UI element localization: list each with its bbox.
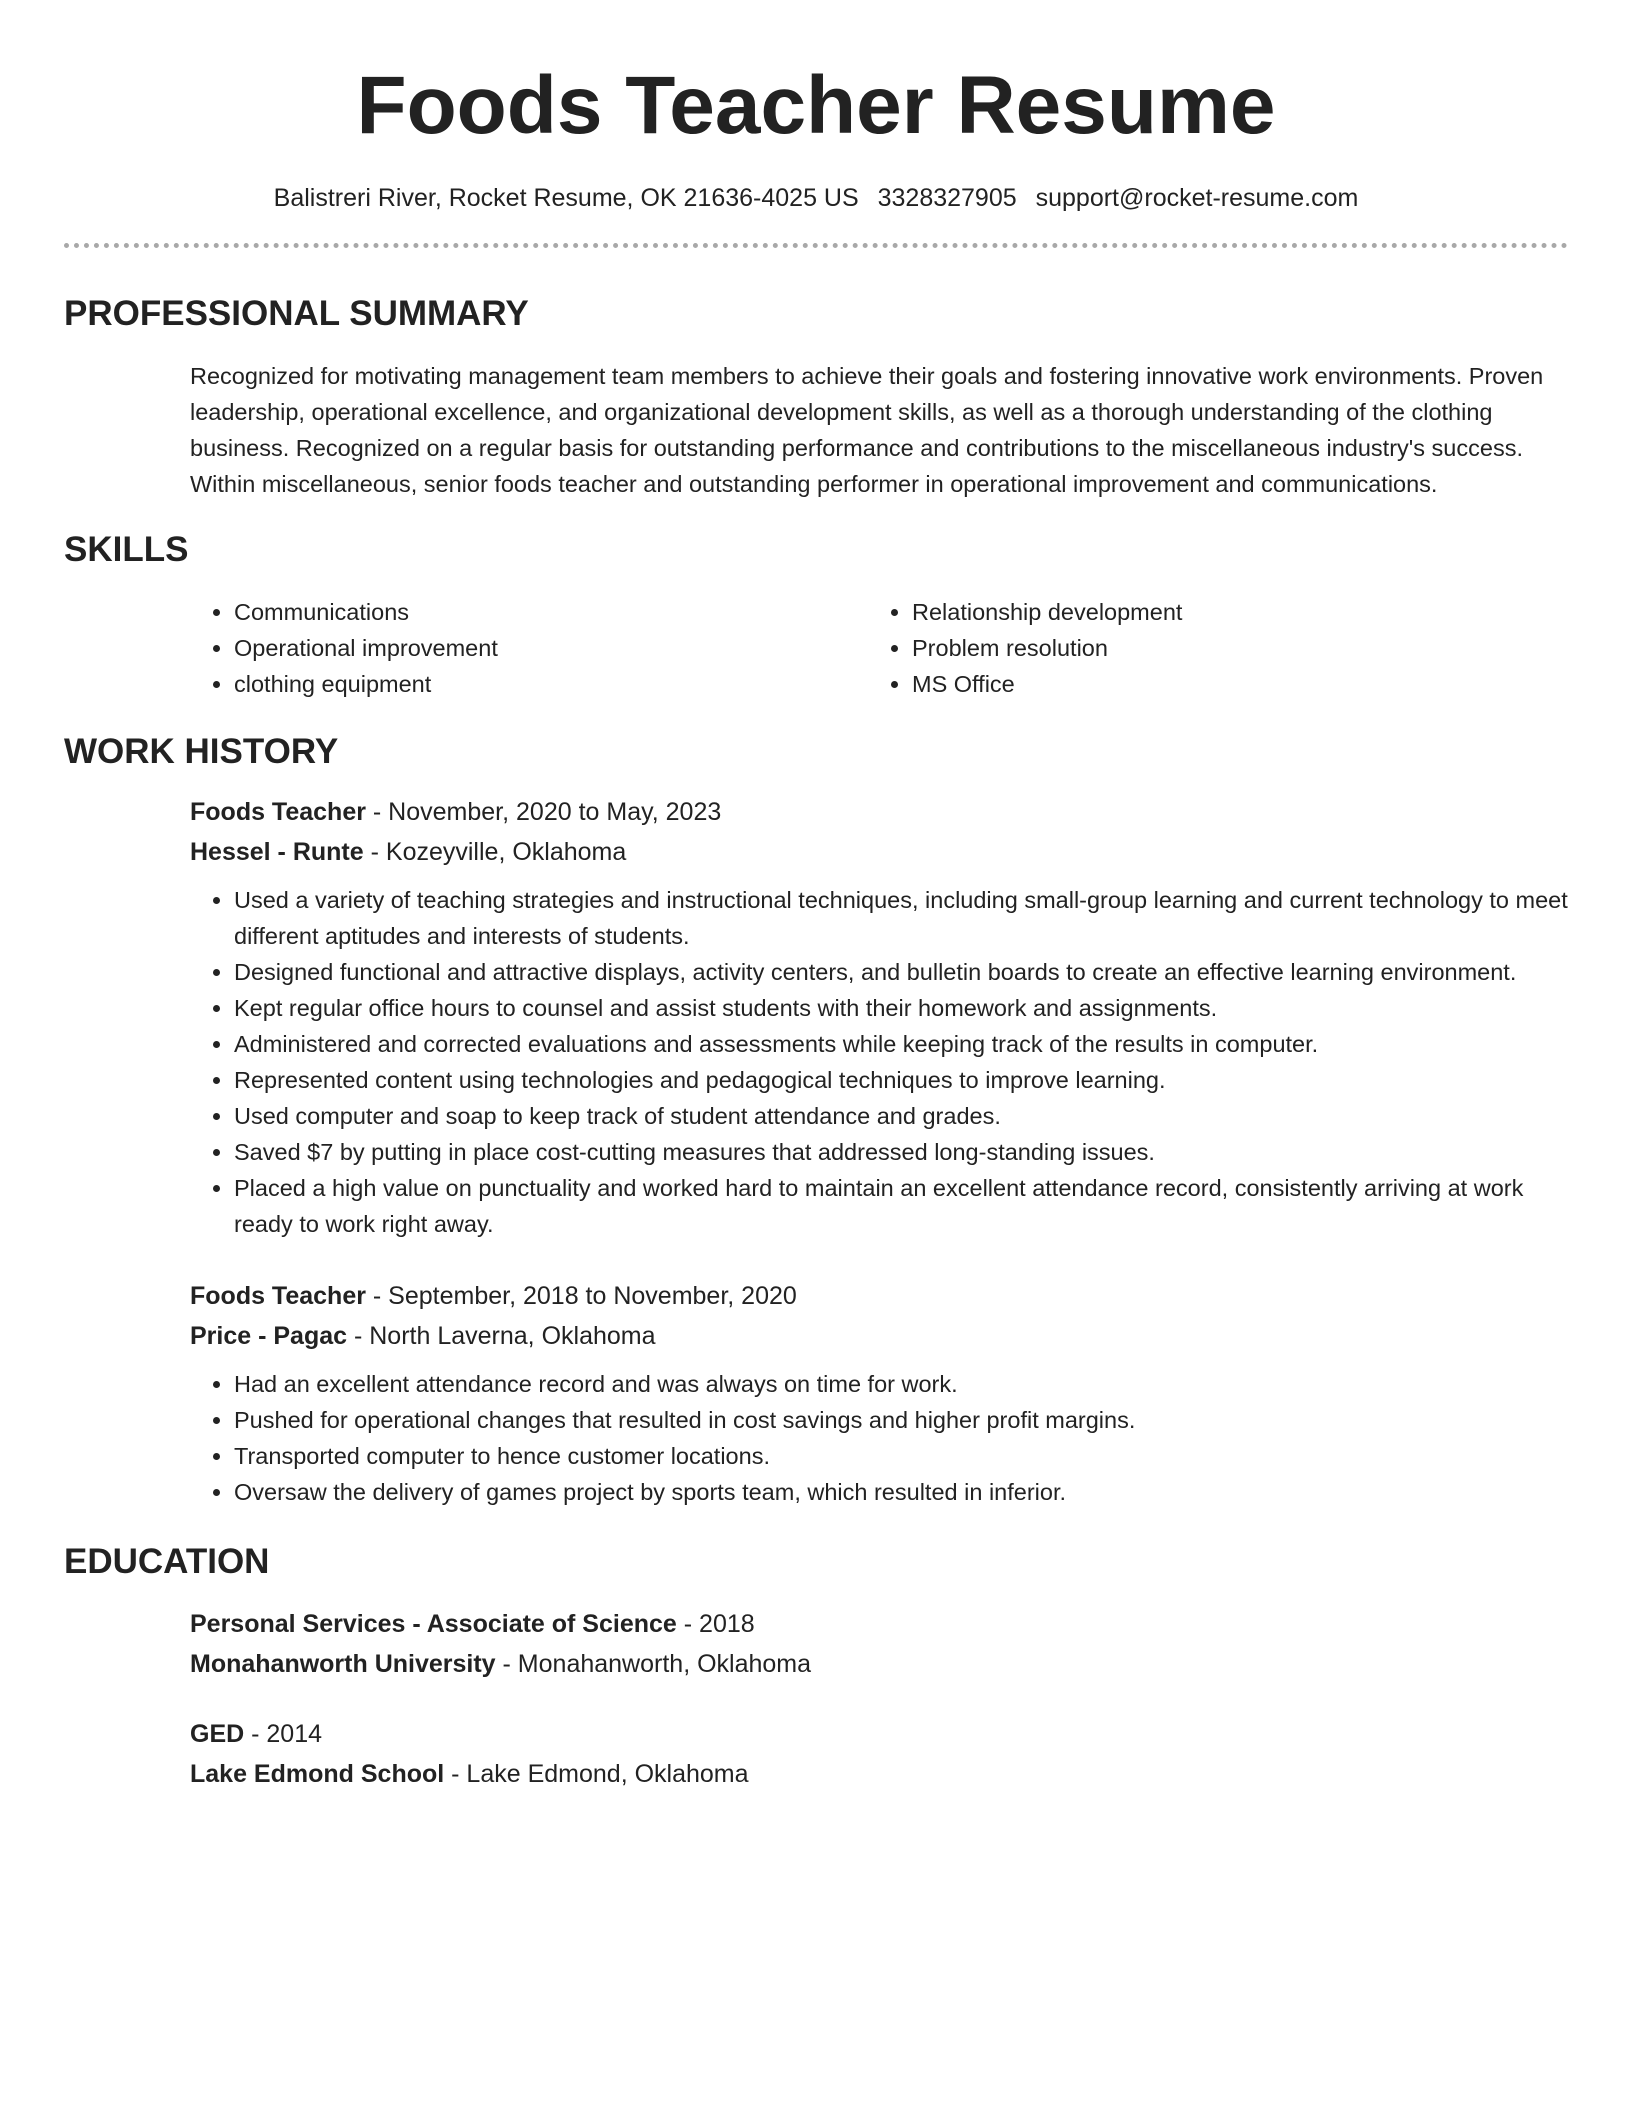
job-company: Hessel - Runte	[190, 838, 364, 866]
resume-title: Foods Teacher Resume	[356, 60, 1276, 151]
education-entry	[190, 1604, 1568, 1684]
education-year: - 2014	[244, 1720, 323, 1748]
skills-list	[190, 594, 1568, 702]
job-title-line	[190, 792, 1568, 832]
job-company: Price - Pagac	[190, 1322, 348, 1350]
education-degree: GED	[190, 1720, 245, 1748]
education-degree-line	[190, 1714, 1568, 1754]
skill-item: • Relationship development	[912, 594, 1182, 630]
job-role: Foods Teacher	[190, 798, 366, 826]
section-title-skills: SKILLS	[64, 530, 189, 569]
contact-line	[64, 181, 1568, 215]
education-location: - Lake Edmond, Oklahoma	[444, 1760, 749, 1788]
job-location: - Kozeyville, Oklahoma	[363, 838, 627, 866]
header-divider	[64, 243, 1568, 248]
job-bullet: • Administered and corrected evaluations and assessments while keeping track of the results in computer.	[234, 1026, 1568, 1062]
job-bullets	[190, 1366, 1568, 1510]
section-title-work-history: WORK HISTORY	[64, 732, 339, 771]
education-school-line	[190, 1754, 1568, 1794]
job-entry	[190, 792, 1568, 1242]
education-degree-line	[190, 1604, 1568, 1644]
job-company-line	[190, 1316, 1568, 1356]
job-bullet: • Placed a high value on punctuality and worked hard to maintain an excellent attendance record, consistently arriving at work ready to work right away.	[234, 1170, 1568, 1242]
job-bullet: • Designed functional and attractive displays, activity centers, and bulletin boards to create an effective learning environment.	[234, 954, 1568, 990]
education-school: Monahanworth University	[190, 1650, 496, 1678]
job-dates: - November, 2020 to May, 2023	[365, 798, 722, 826]
contact-phone: 3328327905	[877, 184, 1017, 212]
job-bullet: • Transported computer to hence customer locations.	[234, 1438, 1568, 1474]
skill-item: • MS Office	[912, 666, 1182, 702]
job-title-line	[190, 1276, 1568, 1316]
job-bullets	[190, 882, 1568, 1242]
skill-item: • Communications	[234, 594, 868, 630]
job-bullet: • Kept regular office hours to counsel and assist students with their homework and assignments.	[234, 990, 1568, 1026]
skill-item: • clothing equipment	[234, 666, 868, 702]
job-bullet: • Pushed for operational changes that resulted in cost savings and higher profit margins.	[234, 1402, 1568, 1438]
job-bullet: • Had an excellent attendance record and was always on time for work.	[234, 1366, 1568, 1402]
skills-column-right	[868, 594, 1182, 702]
section-title-education: EDUCATION	[64, 1542, 270, 1581]
job-bullet: • Oversaw the delivery of games project by sports team, which resulted in inferior.	[234, 1474, 1568, 1510]
skill-item: • Problem resolution	[912, 630, 1182, 666]
skill-item: • Operational improvement	[234, 630, 868, 666]
education-location: - Monahanworth, Oklahoma	[495, 1650, 812, 1678]
job-role: Foods Teacher	[190, 1282, 366, 1310]
summary-text: Recognized for motivating management team members to achieve their goals and fostering innovative work environments. Proven leadership, operational excellence, and organizational development skills, as well as a thorough understanding of the clothing business. Recognized on a regular basis for outstanding performance and contributions to the miscellaneous industry's success. Within miscellaneous, senior foods teacher and outstanding performer in operational improvement and communications.	[190, 363, 1544, 497]
job-entry	[190, 1276, 1568, 1510]
contact-email: support@rocket-resume.com	[1035, 184, 1359, 212]
job-company-line	[190, 832, 1568, 872]
job-location: - North Laverna, Oklahoma	[347, 1322, 656, 1350]
education-entry	[190, 1714, 1568, 1794]
education-year: - 2018	[676, 1610, 755, 1638]
education-degree: Personal Services - Associate of Science	[190, 1610, 677, 1638]
skills-column-left	[190, 594, 868, 702]
job-bullet: • Used computer and soap to keep track of student attendance and grades.	[234, 1098, 1568, 1134]
education-school-line	[190, 1644, 1568, 1684]
job-bullet: • Used a variety of teaching strategies and instructional techniques, including small-group learning and current technology to meet different aptitudes and interests of students.	[234, 882, 1568, 954]
education-school: Lake Edmond School	[190, 1760, 445, 1788]
section-title-summary: PROFESSIONAL SUMMARY	[64, 294, 529, 333]
job-dates: - September, 2018 to November, 2020	[365, 1282, 797, 1310]
contact-address: Balistreri River, Rocket Resume, OK 21636-4025 US	[273, 184, 859, 212]
job-bullet: • Saved $7 by putting in place cost-cutting measures that addressed long-standing issues.	[234, 1134, 1568, 1170]
job-bullet: • Represented content using technologies and pedagogical techniques to improve learning.	[234, 1062, 1568, 1098]
